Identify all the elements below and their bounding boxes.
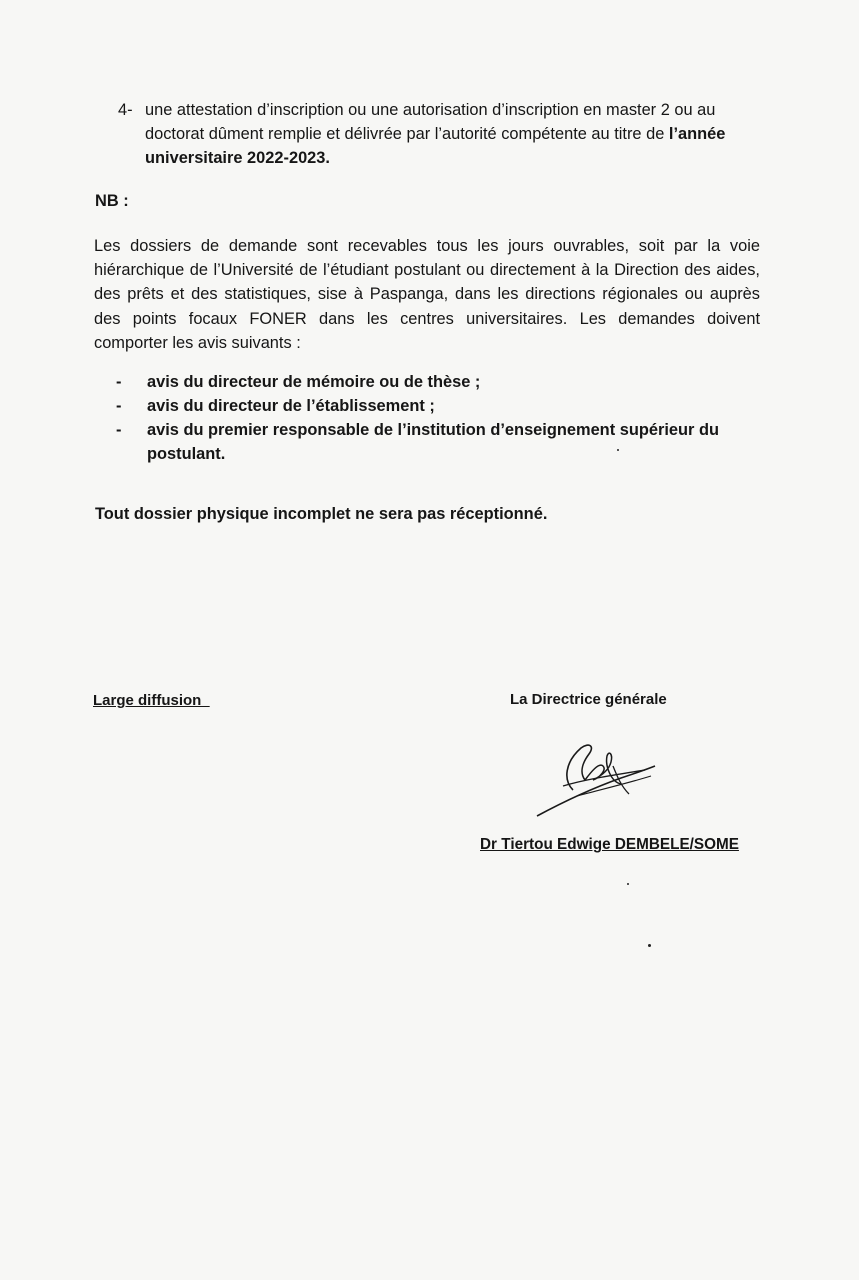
list-item-number: 4- [118,101,133,119]
closing-note: Tout dossier physique incomplet ne sera pas réceptionné. [95,505,548,523]
nb-heading: NB : [95,192,129,210]
ink-speck [617,449,619,451]
bullet-text: avis du premier responsable de l’institution d’enseignement supérieur du postulant. [147,421,719,463]
ink-speck [648,944,651,947]
nb-paragraph: Les dossiers de demande sont recevables tous les jours ouvrables, soit par la voie hiérarchique de l’Université de l’étudiant postulant ou directement à la Direction des aides, des prêts et des statistiques, sise à Paspanga, dans les directions régionales ou auprès des points focaux FONER dans les centres universitaires. Les demandes doivent comporter les avis suivants : [94,237,760,352]
diffusion-label: Large diffusion [93,692,210,709]
bullet-marker: - [116,373,122,391]
bullet-marker: - [116,421,122,439]
bullet-text: avis du directeur de mémoire ou de thèse ; [147,373,481,391]
director-title: La Directrice générale [510,691,667,708]
list-item [116,394,776,418]
list-item-text-bold: l’année universitaire 2022-2023. [145,125,726,167]
bullet-marker: - [116,397,122,415]
list-item-text-regular: une attestation d’inscription ou une autorisation d’inscription en master 2 ou au doctorat dûment remplie et délivrée par l’autorité compétente au titre de [145,101,716,143]
opinion-list [116,370,776,466]
list-item-4 [118,98,768,170]
list-item-text [145,98,768,170]
signature-image [533,736,663,821]
list-item [116,418,776,466]
signer-name: Dr Tiertou Edwige DEMBELE/SOME [480,836,739,853]
bullet-text: avis du directeur de l’établissement ; [147,397,435,415]
ink-speck [627,883,629,885]
list-item [116,370,776,394]
